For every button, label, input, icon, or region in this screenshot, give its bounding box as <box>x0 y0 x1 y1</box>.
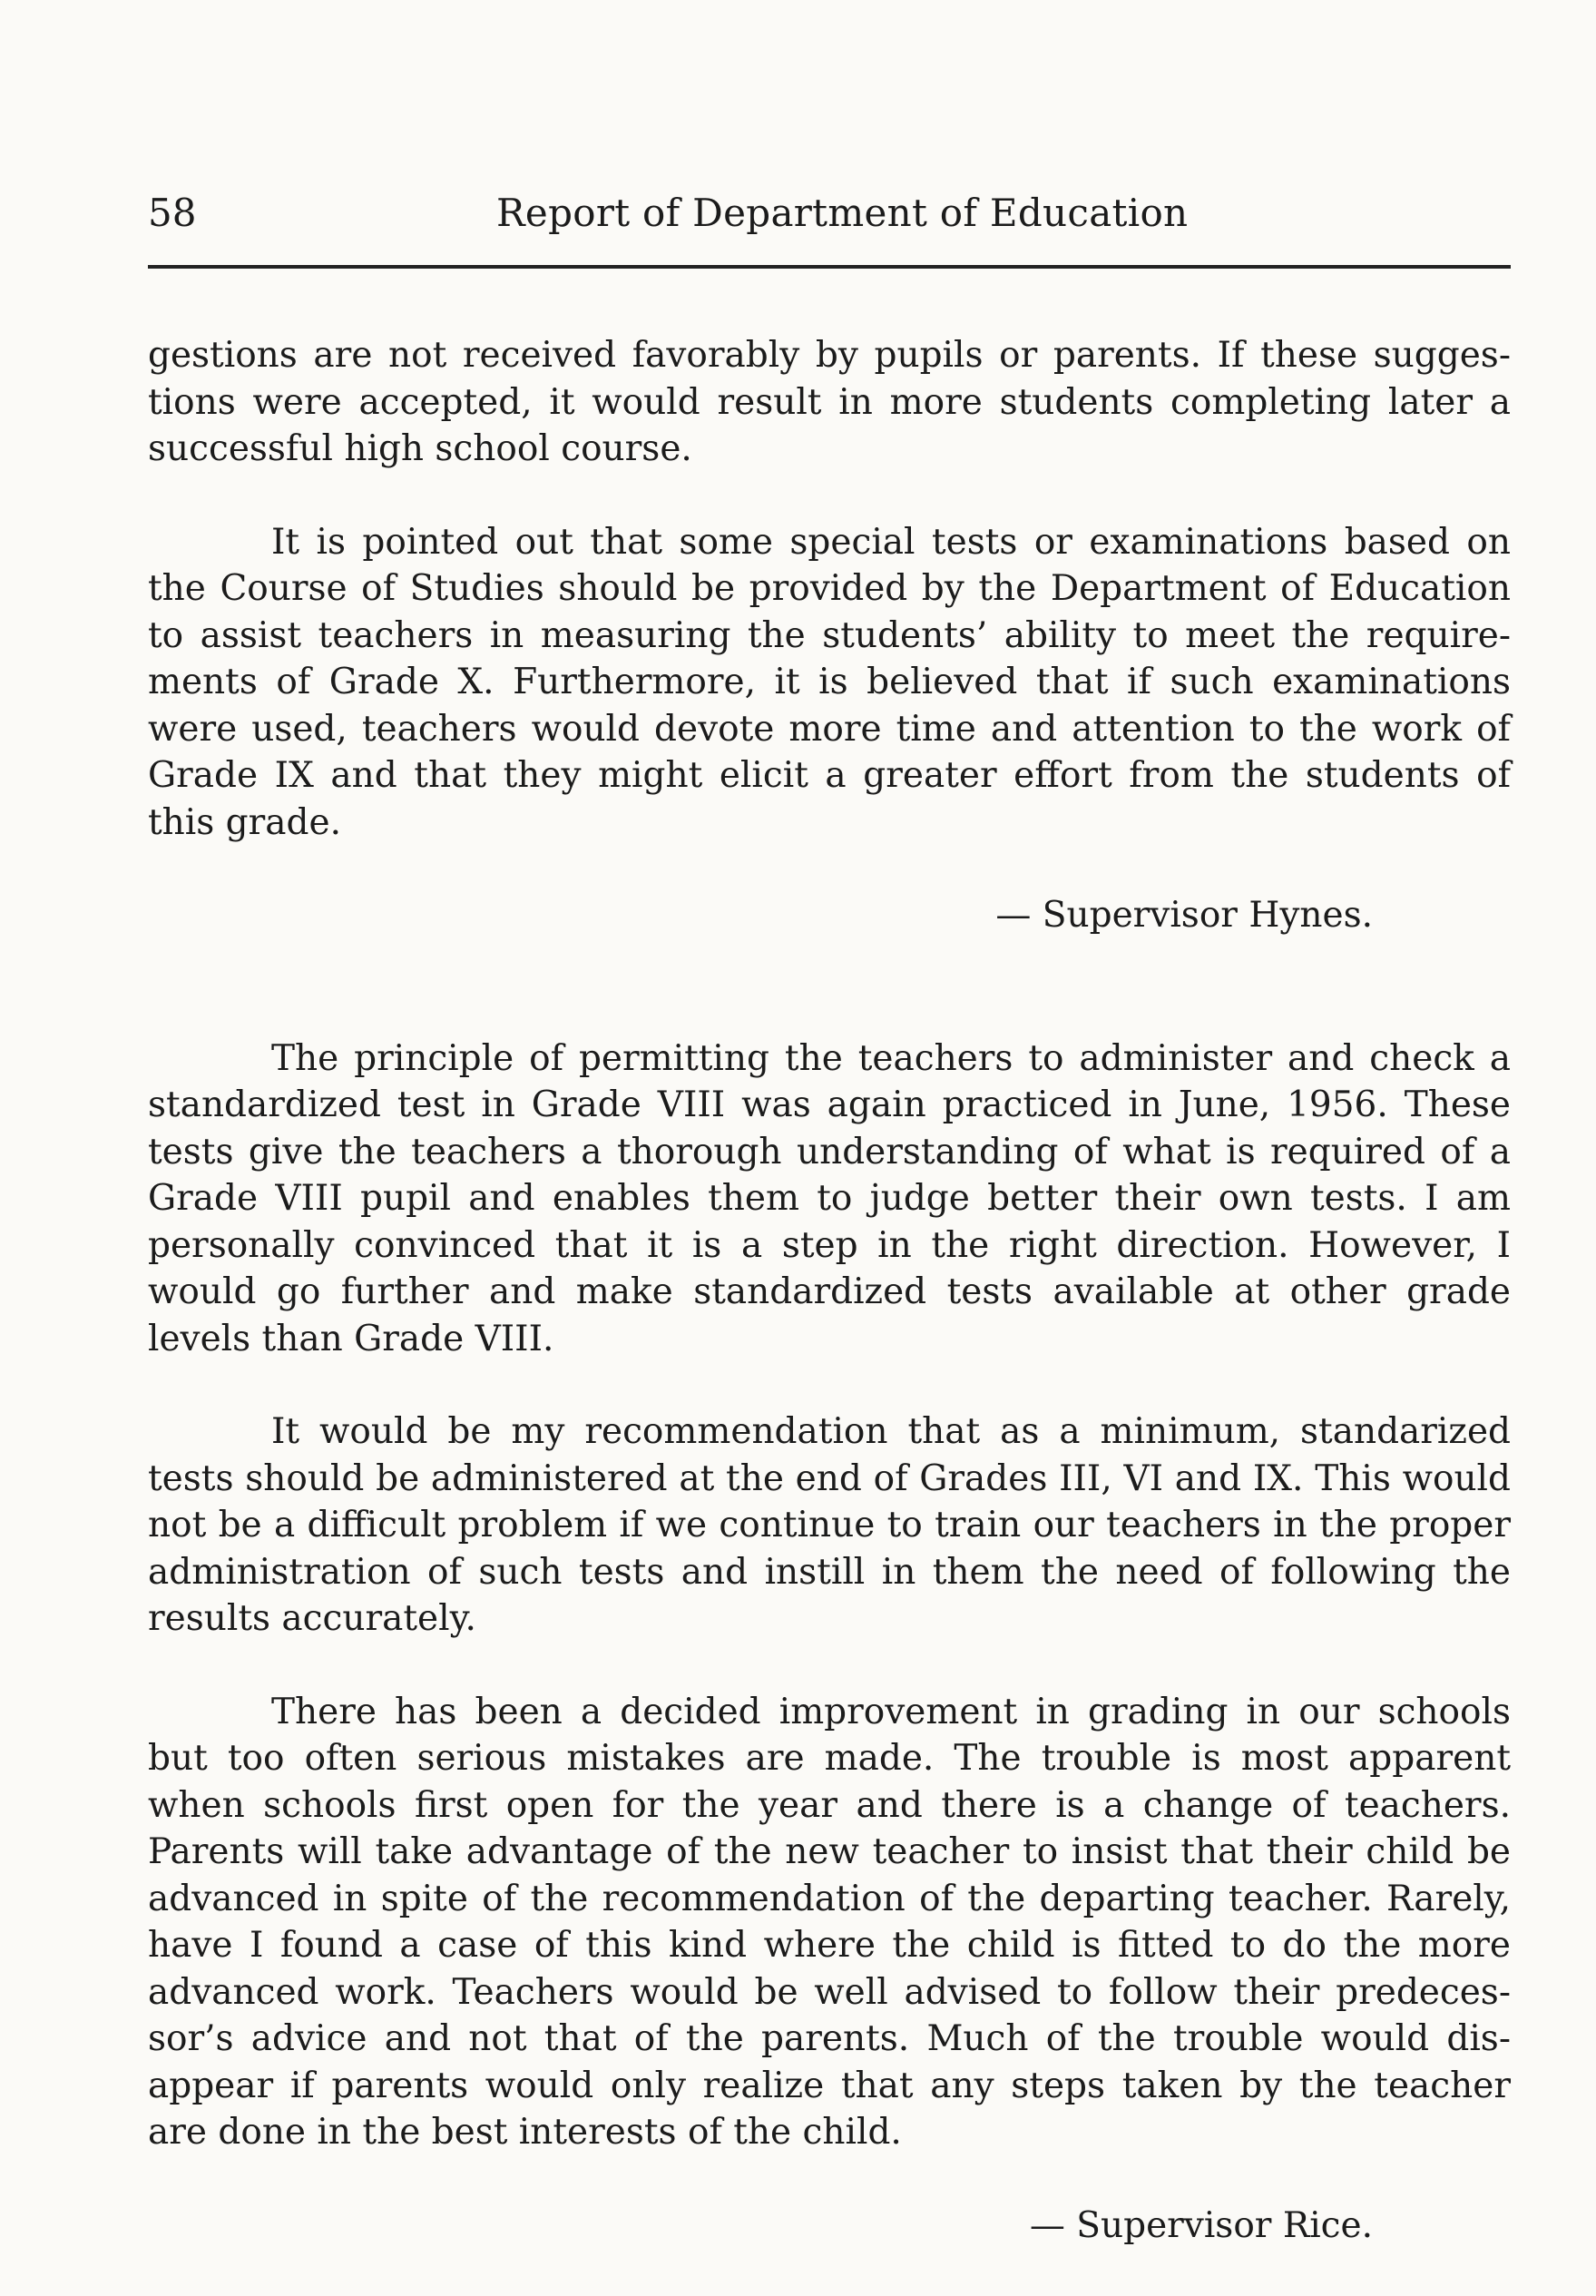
page-body <box>148 332 1511 2249</box>
paragraph: The principle of permitting the teachers to administer and check a standardized test in Grade VIII was again practiced in June, 1956. These tests give the teachers a thorough understanding of what is required of a Grade VIII pupil and enables them to judge better their own tests. I am personally convinced that it is a step in the right direction. However, I would go further and make standardized tests available at other grade levels than Grade VIII. <box>148 1037 1511 1359</box>
page-number: 58 <box>148 191 197 235</box>
paragraph: It is pointed out that some special tests or examinations based on the Course of Studies should be provided by the Department of Education to assist teachers in measuring the students’ ability to meet the requirements of Grade X. Furthermore, it is believed that if such examinations were used, teachers would devote more time and attention to the work of Grade IX and that they might elicit a greater effort from the students of this grade. <box>148 521 1511 843</box>
running-title: Report of Department of Education <box>496 191 1189 235</box>
paragraph-continuation: gestions are not received favorably by pupils or parents. If these suggestions were accepted, it would result in more students completing later a successful high school course. <box>148 335 1511 469</box>
signature-hynes: — Supervisor Hynes. <box>995 895 1373 936</box>
paragraph: There has been a decided improvement in grading in our schools but too often serious mistakes are made. The trouble is most apparent when schools first open for the year and there is a change of teachers. Parents will take advantage of the new teacher to insist that their child be advanced in spite of the recommendation of the departing teacher. Rarely, have I found a case of this kind where the child is fitted to do the more advanced work. Teachers would be well advised to follow their predecessor’s advice and not that of the parents. Much of the trouble would disappear if parents would only realize that any steps taken by the teacher are done in the best interests of the child. <box>148 1691 1511 2153</box>
signature-rice: — Supervisor Rice. <box>1029 2204 1373 2246</box>
header-rule <box>148 265 1511 269</box>
paragraph: It would be my recommendation that as a minimum, standarized tests should be administered at the end of Grades III, VI and IX. This would not be a difficult problem if we continue to train our teachers in the proper administration of such tests and instill in them the need of following the results accurately. <box>148 1411 1511 1639</box>
page-header <box>148 191 1511 245</box>
